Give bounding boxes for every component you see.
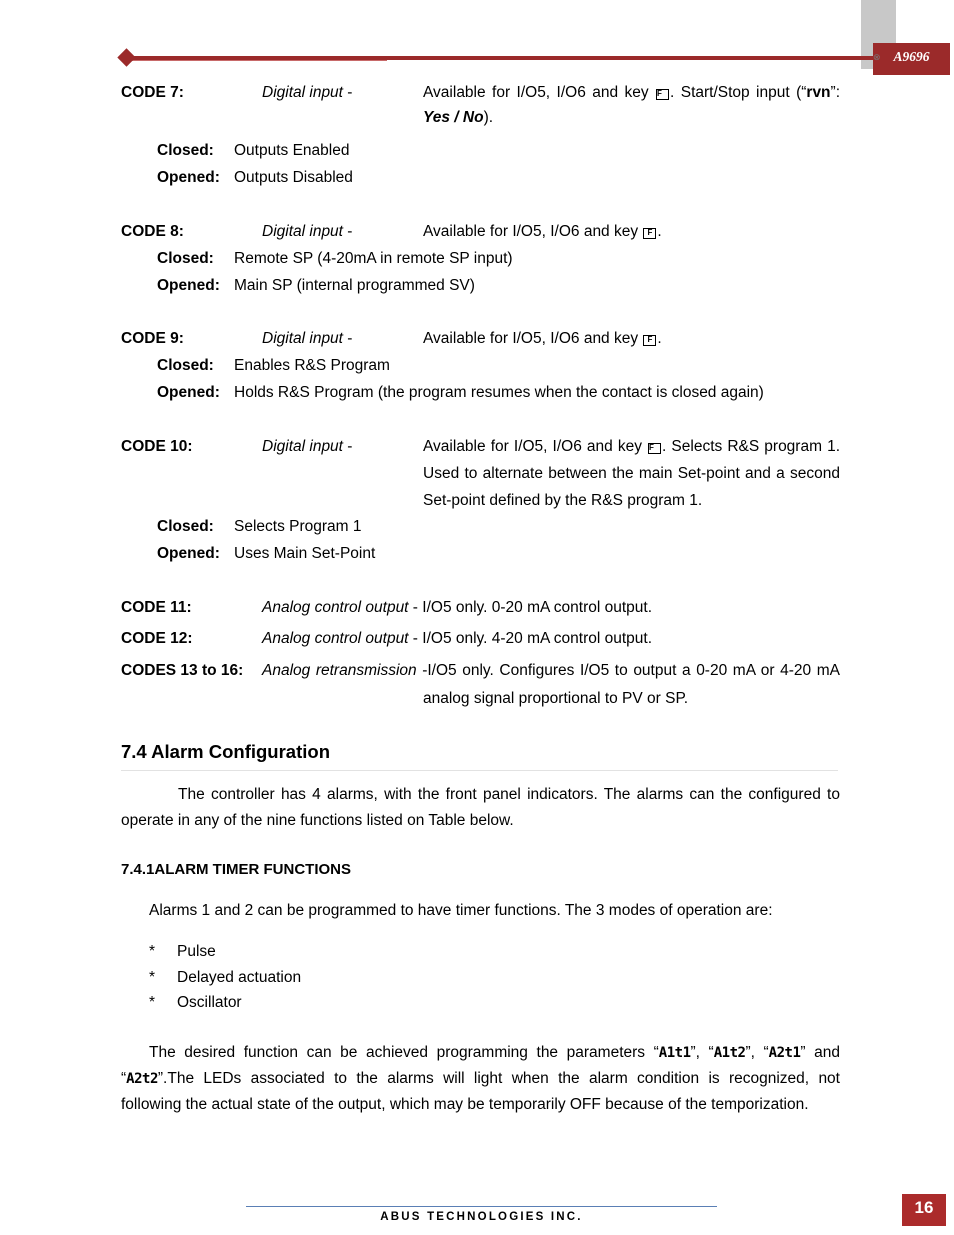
header-ornament-icon: ⊗ [873,52,881,62]
subsection-title: 7.4.1ALARM TIMER FUNCTIONS [121,861,352,878]
timer-intro: Alarms 1 and 2 can be programmed to have timer functions. The 3 modes of operation are: [149,902,773,919]
code-9-label: CODE 9: [121,330,184,347]
f-key-icon: F [656,89,669,100]
code-7-type: Digital input - [262,84,353,101]
code-13-desc: Analog retransmission -I/O5 only. Configures I/O5 to output a 0-20 mA or 4-20 mA [262,662,840,679]
code-8-closed: Remote SP (4-20mA in remote SP input) [234,250,513,267]
code-10-desc: Available for I/O5, I/O6 and key F . Selects R&S program 1. Used to alternate between the main Set-point and a second Set-point defined by the R&S program 1. [423,438,841,509]
mode-delayed: Delayed actuation [177,969,302,986]
code-9-closed-label: Closed: [157,357,214,374]
code-10-opened-label: Opened: [157,545,220,562]
mode-pulse: Pulse [177,943,216,960]
code-9-closed: Enables R&S Program [234,357,390,374]
header-doc-code: A9696 [893,49,930,64]
f-key-icon: F [643,228,656,239]
section-title: 7.4 Alarm Configuration [121,741,331,762]
f-key-icon: F [648,443,661,454]
code-11-label: CODE 11: [121,599,192,616]
bullet-marker: * [149,994,156,1011]
code-13-desc-line2: analog signal proportional to PV or SP. [423,690,689,707]
code-10-opened: Uses Main Set-Point [234,545,376,562]
bullet-marker: * [149,943,156,960]
code-8-closed-label: Closed: [157,250,214,267]
section-divider [121,770,838,771]
mode-oscillator: Oscillator [177,994,242,1011]
code-10-type: Digital input - [262,438,353,455]
param-a1t1: A1t1 [658,1045,691,1061]
header-diamond-icon [117,48,135,66]
header-rule-accent [125,60,387,61]
footer-company: ABUS TECHNOLOGIES INC. [380,1211,583,1223]
function-paragraph: The desired function can be achieved programming the parameters “A1t1”, “A1t2”, “A2t1” and “A2t2”.The LEDs associated to the alarms will light when the alarm condition is recognized, not following the actual state of the output, which may be temporarily OFF because of the temporization. [121,1044,840,1113]
code-10-closed: Selects Program 1 [234,518,362,535]
code-12-desc: Analog control output - I/O5 only. 4-20 mA control output. [262,630,653,647]
code-8-opened: Main SP (internal programmed SV) [234,277,475,294]
code-13-label: CODES 13 to 16: [121,662,244,679]
code-7-label: CODE 7: [121,84,184,101]
param-a2t1: A2t1 [768,1045,801,1061]
section-intro: The controller has 4 alarms, with the front panel indicators. The alarms can the configured to operate in any of the nine functions listed on Table below. [121,786,840,829]
page-number: 16 [914,1198,934,1217]
code-8-label: CODE 8: [121,223,184,240]
code-7-opened: Outputs Disabled [234,169,353,186]
footer-rule [246,1206,717,1207]
code-9-opened-label: Opened: [157,384,220,401]
f-key-icon: F [643,335,656,346]
param-a1t2: A1t2 [713,1045,746,1061]
code-7-closed: Outputs Enabled [234,142,350,159]
code-9-type: Digital input - [262,330,353,347]
param-a2t2: A2t2 [126,1071,158,1087]
code-10-label: CODE 10: [121,438,193,455]
code-8-type: Digital input - [262,223,353,240]
code-7-opened-label: Opened: [157,169,220,186]
code-9-desc: Available for I/O5, I/O6 and key F . [423,330,662,347]
code-8-desc: Available for I/O5, I/O6 and key F . [423,223,662,240]
code-9-opened: Holds R&S Program (the program resumes when the contact is closed again) [234,384,764,401]
code-8-opened-label: Opened: [157,277,220,294]
bullet-marker: * [149,969,156,986]
code-11-desc: Analog control output - I/O5 only. 0-20 mA control output. [262,599,653,616]
code-12-label: CODE 12: [121,630,193,647]
code-7-desc: Available for I/O5, I/O6 and key F . Start/Stop input (“rvn”: Yes / No). [423,84,840,126]
code-10-closed-label: Closed: [157,518,214,535]
code-7-closed-label: Closed: [157,142,214,159]
